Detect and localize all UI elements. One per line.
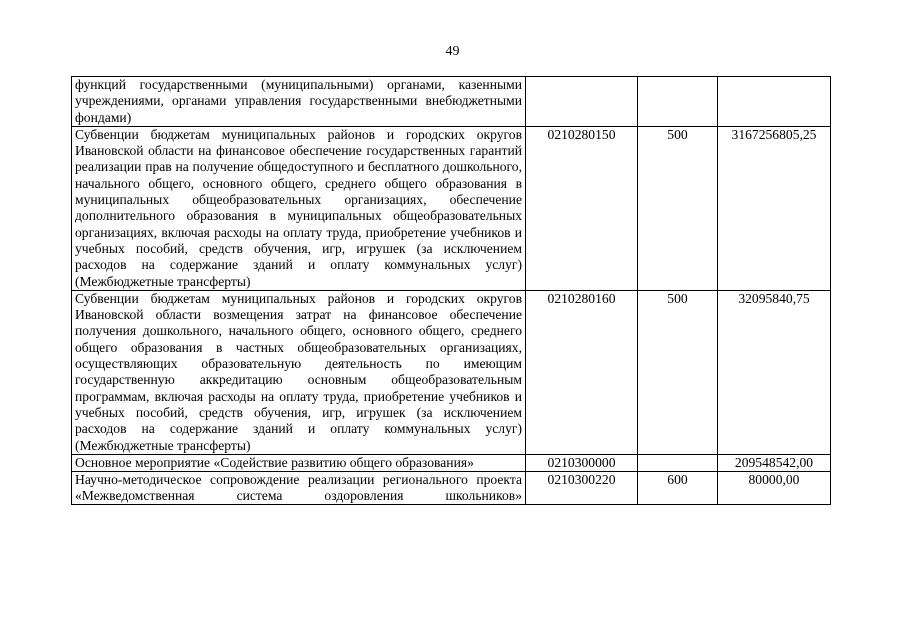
expense-type-cell <box>638 77 718 127</box>
expense-name-cell: Основное мероприятие «Содействие развитию общего образования» <box>72 454 526 471</box>
expense-type-cell <box>638 454 718 471</box>
target-code-cell: 0210280160 <box>526 290 638 454</box>
expense-type-cell: 500 <box>638 290 718 454</box>
table-row <box>72 472 831 505</box>
table-row <box>72 126 831 290</box>
target-code-cell: 0210300220 <box>526 472 638 505</box>
amount-cell: 3167256805,25 <box>718 126 831 290</box>
expense-name-cell: Субвенции бюджетам муниципальных районов и городских округов Ивановской области на финансовое обеспечение государственных гарантий реализации прав на получение общедоступного и бесплатного дошкольного, начального общего, основного общего, среднего общего образования в муниципальных общеобразовательных организациях, обеспечение дополнительного образования в муниципальных общеобразовательных организациях, включая расходы на оплату труда, приобретение учебников и учебных пособий, средств обучения, игр, игрушек (за исключением расходов на содержание зданий и оплату коммунальных услуг) (Межбюджетные трансферты) <box>72 126 526 290</box>
table-row <box>72 454 831 471</box>
amount-cell <box>718 77 831 127</box>
expense-name-cell <box>72 472 526 505</box>
table-row <box>72 290 831 454</box>
target-code-cell: 0210300000 <box>526 454 638 471</box>
target-code-cell <box>526 77 638 127</box>
target-code-cell: 0210280150 <box>526 126 638 290</box>
expense-name-cell: Субвенции бюджетам муниципальных районов и городских округов Ивановской области возмещения затрат на финансовое обеспечение получения дошкольного, начального общего, основного общего, среднего общего образования в частных общеобразовательных организациях, осуществляющих образовательную деятельность по имеющим государственную аккредитацию основным общеобразовательным программам, включая расходы на оплату труда, приобретение учебников и учебных пособий, средств обучения, игр, игрушек (за исключением расходов на содержание зданий и оплату коммунальных услуг) (Межбюджетные трансферты) <box>72 290 526 454</box>
amount-cell: 209548542,00 <box>718 454 831 471</box>
expense-name-cell: функций государственными (муниципальными) органами, казенными учреждениями, органами управления государственными внебюджетными фондами) <box>72 77 526 127</box>
amount-cell: 32095840,75 <box>718 290 831 454</box>
expense-type-cell: 500 <box>638 126 718 290</box>
table-row <box>72 77 831 127</box>
page-number: 49 <box>445 44 460 59</box>
amount-cell: 80000,00 <box>718 472 831 505</box>
budget-table <box>71 76 831 505</box>
expense-name-text: Научно-методическое сопровождение реализации регионального проекта «Межведомственная система оздоровления школьников» <box>75 472 522 504</box>
expense-type-cell: 600 <box>638 472 718 505</box>
